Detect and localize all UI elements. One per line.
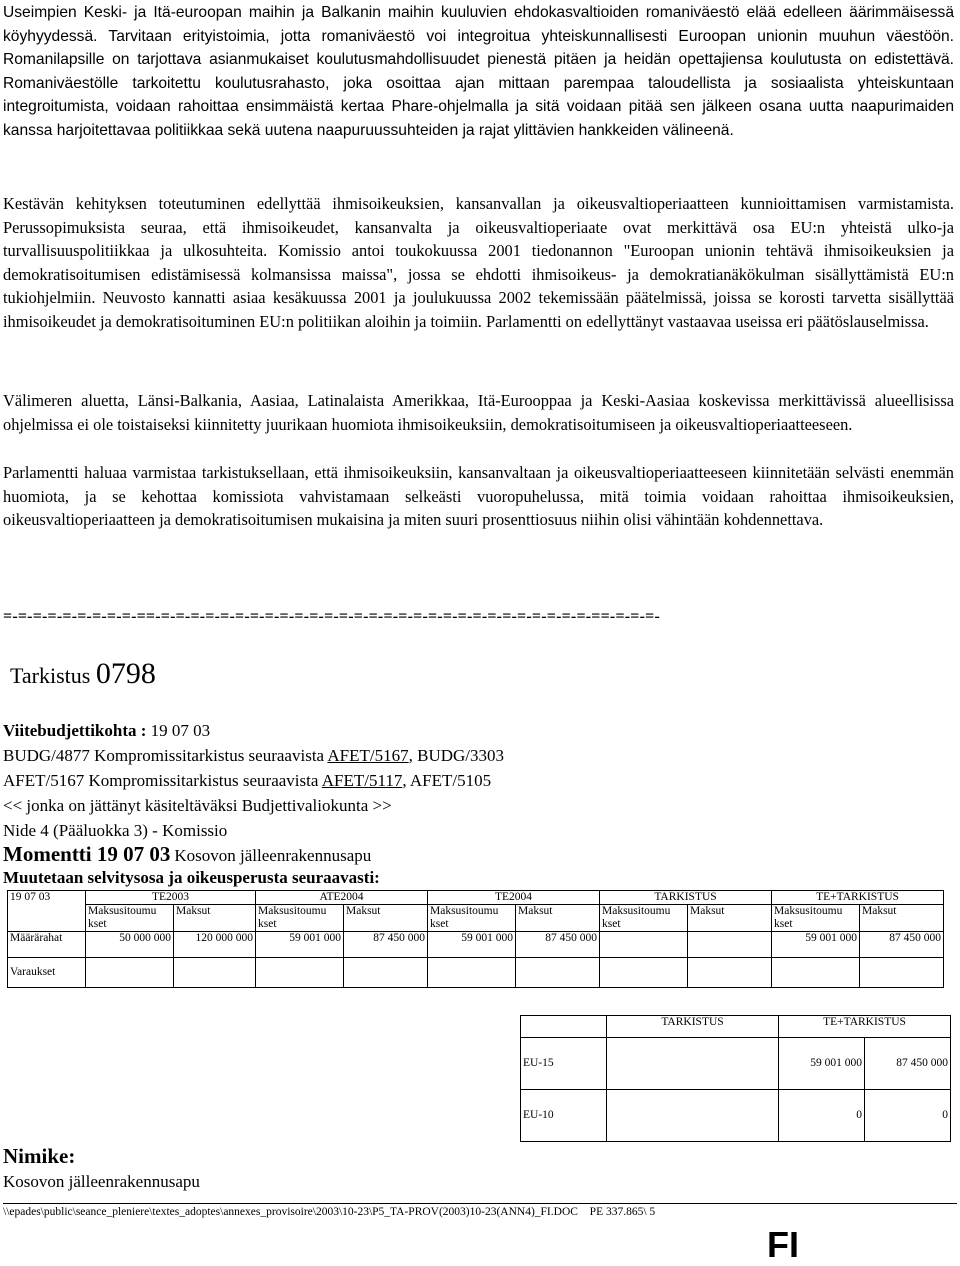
sub-header: Maksusitoumu kset [428,905,516,932]
table-cell [688,958,772,988]
summary-header-row [521,1016,951,1038]
intro-paragraph: Useimpien Keski- ja Itä-euroopan maihin ja Balkanin maihin kuuluvien ehdokasvaltioiden romaniväestö elää edelleen äärimmäisessä köyhyydessä. Tarvitaan erityistoimia, jotta romaniväestö voi integroitua yhteiskunnallisesti Euroopan unionin muuhun väestöön. Romanilapsille on tarjottava asianmukaiset koulutusmahdollisuudet pienestä pitäen ja heidän opettajiensa koulutusta on edistettävä. Romaniväestölle tarkoitettu koulutusrahasto, joka osoittaa ajan mittaan parempaa taloudellista ja sosiaalista yhteiskuntaan integroitumista, voidaan rahoittaa ensimmäistä kertaa Phare-ohjelmalla ja sitä voidaan pitää sen jälkeen osana uutta naapurimaiden kanssa harjoitettavaa politiikkaa sekä uutena naapuruussuhteiden ja rajat ylittävien hankkeiden välineenä. [3,4,954,139]
momentti-heading [3,842,371,867]
sub-header: Maksut [516,905,600,932]
table-cell [428,958,516,988]
footer-ref: PE 337.865\ 5 [589,1206,656,1218]
summary-cell: 0 [779,1090,865,1142]
footer [3,1206,655,1218]
summary-row [521,1090,951,1142]
table-cell [344,958,428,988]
budget-reference: Viitebudjettikohta : 19 07 03 [3,721,211,740]
table-cell: 87 450 000 [860,932,944,958]
table-cell: 120 000 000 [174,932,256,958]
table-cell: 59 001 000 [428,932,516,958]
afet-5117-link[interactable]: AFET/5117 [321,771,403,790]
body-paragraph-1: Kestävän kehityksen toteutuminen edellyttää ihmisoikeuksien, kansanvallan ja oikeusvaltioperiaatteen kunnioittamisen varmistamista. Perussopimuksista seuraa, että ihmisoikeudet, kansanvalta ja oikeusvaltioperiaate ovat merkittävä osa EU:n yhteistä ulko-ja turvallisuuspolitiikkaa ja ulkosuhteita. Komissio antoi toukokuussa 2001 tiedonannon "Euroopan unionin tehtävä ihmisoikeuksien ja demokratisoitumisen edistämisessä kolmansissa maissa", jossa se ehdotti ihmisoikeus- ja demokratianäkökulman sisällyttämistä EU:n tukiohjelmiin. Neuvosto kannatti asiaa kesäkuussa 2001 ja joulukuussa 2002 tekemissään päätelmissä, joissa se korosti tarvetta sisällyttää ihmisoikeudet ja demokratisoituminen EU:n politiikan aloihin ja toimiin. Parlamentti on edellyttänyt vastaavaa useissa eri päätöslauselmissa. [3,194,954,331]
summary-cell: 0 [865,1090,951,1142]
table-cell: 50 000 000 [86,932,174,958]
table-cell [772,958,860,988]
language-code: FI [767,1224,799,1265]
section-heading: Nide 4 (Pääluokka 3) - Komissio [3,821,228,840]
table-row [8,958,944,988]
group-header: ATE2004 [256,891,428,905]
row-label: Varaukset [8,958,86,988]
sub-header: Maksusitoumu kset [86,905,174,932]
sub-header: Maksut [344,905,428,932]
table-cell [174,958,256,988]
summary-cell [607,1090,779,1142]
summary-row [521,1038,951,1090]
amendment-number: 0798 [95,657,156,690]
table-subheader-row [8,905,944,932]
amendment-label: Tarkistus [10,663,91,688]
body-paragraph-3: Parlamentti haluaa varmistaa tarkistuksellaan, että ihmisoikeuksiin, kansanvaltaan ja oikeusvaltioperiaatteeseen kiinnitetään selvästi enemmän huomiota, ja se kehottaa komissiota vahvistamaan selkeästi vuoropuhelussa, mitä toimia voidaan rahoittaa ihmisoikeuksien, oikeusvaltioperiaatteen ja demokratisoitumisen mukaisina ja miten suuri prosenttiosuus niihin olisi vähintään kohdennettava. [3,463,954,529]
momentti-title: Kosovon jälleenrakennusapu [174,846,372,865]
group-header: TE2004 [428,891,600,905]
nimike-value: Kosovon jälleenrakennusapu [3,1172,200,1191]
momentti-label: Momentti 19 07 03 [3,842,171,866]
budg-compromise: BUDG/4877 Kompromissitarkistus seuraavista AFET/5167, BUDG/3303 [3,746,505,765]
footer-path: \\epades\public\seance_pleniere\textes_adoptes\annexes_provisoire\2003\10-23\P5_TA-PROV(2003)10-23(ANN4)_FI.DOC [3,1206,578,1218]
amendment-title [10,657,156,691]
afet-5167-link[interactable]: AFET/5167 [327,746,409,765]
group-header: TE2003 [86,891,256,905]
table-cell: 87 450 000 [344,932,428,958]
table-row [8,932,944,958]
summary-table [520,1015,951,1142]
summary-cell: 87 450 000 [865,1038,951,1090]
nimike-label: Nimike: [3,1144,76,1168]
summary-header: TE+TARKISTUS [779,1016,951,1038]
table-cell [600,958,688,988]
afet-compromise: AFET/5167 Kompromissitarkistus seuraavista AFET/5117, AFET/5105 [3,771,492,790]
sub-header: Maksusitoumu kset [256,905,344,932]
sub-header: Maksusitoumu kset [772,905,860,932]
summary-label: EU-10 [521,1090,607,1142]
table-cell: 59 001 000 [256,932,344,958]
modification-heading: Muutetaan selvitysosa ja oikeusperusta seuraavasti: [3,868,380,887]
sub-header: Maksut [174,905,256,932]
table-cell [86,958,174,988]
row-label: Määrärahat [8,932,86,958]
summary-label: EU-15 [521,1038,607,1090]
table-cell [516,958,600,988]
summary-cell [607,1038,779,1090]
footer-divider [3,1203,957,1204]
table-cell: 59 001 000 [772,932,860,958]
sub-header: Maksut [688,905,772,932]
body-paragraph-2: Välimeren aluetta, Länsi-Balkania, Aasiaa, Latinalaista Amerikkaa, Itä-Eurooppaa ja Keski-Aasiaa koskevissa merkittävissä alueellisissa ohjelmissa ei ole toistaiseksi kiinnitetty juurikaan huomiota ihmisoikeuksiin, demokratisoitumiseen ja oikeusvaltioperiaatteeseen. [3,391,954,434]
sub-header: Maksusitoumu kset [600,905,688,932]
summary-header: TARKISTUS [607,1016,779,1038]
table-cell [600,932,688,958]
table-cell: 87 450 000 [516,932,600,958]
amendment-info [3,718,504,843]
group-header: TARKISTUS [600,891,772,905]
separator-line: =-=-=-=-=-=-=-=-=-==-=-=-=-=-=-=-=-=-=-=-=-=-=-=-=-=-=-=-=-=-=-=-=-=-=-=-=-=-=-==-=-=-=- [3,608,660,625]
line-code: 19 07 03 [8,891,86,932]
group-header: TE+TARKISTUS [772,891,944,905]
summary-cell: 59 001 000 [779,1038,865,1090]
appropriations-table [7,890,944,988]
table-cell [688,932,772,958]
table-header-row [8,891,944,905]
table-cell [256,958,344,988]
sub-header: Maksut [860,905,944,932]
table-cell [860,958,944,988]
submitted-note: << jonka on jättänyt käsiteltäväksi Budjettivaliokunta >> [3,796,392,815]
